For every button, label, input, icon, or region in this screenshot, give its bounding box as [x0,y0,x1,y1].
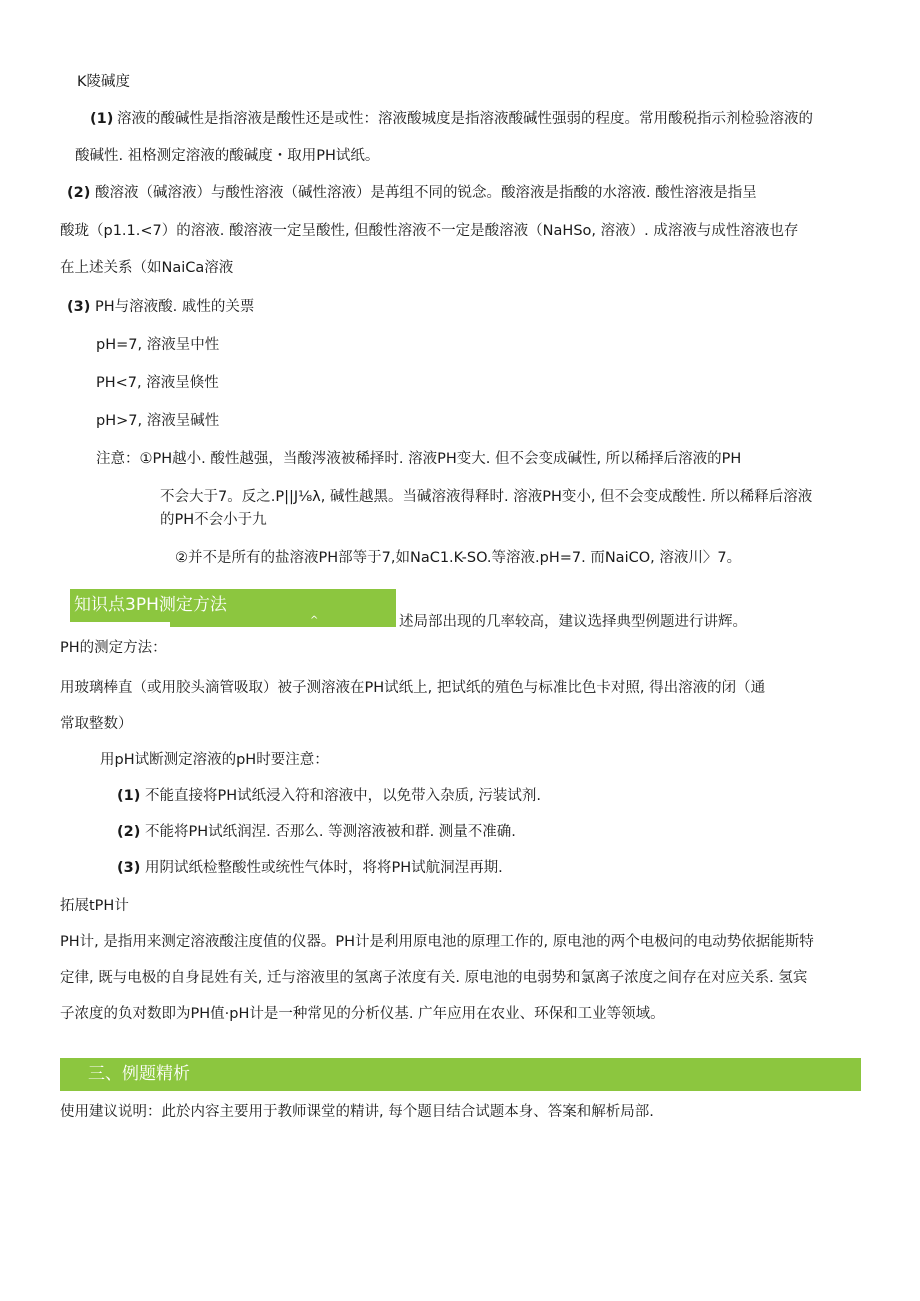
item-number: (3) [117,860,141,876]
ph-neutral: pH=7, 溶液呈中性 [96,337,220,353]
section-heading: K陵碱度 [77,74,131,90]
subheading: PH的测定方法： [60,640,167,656]
caution-item: 不能直接将PH试纸浸入符和溶液中，以免带入杂质, 污装试剂. [145,788,541,804]
paragraph-line: 在上述关系（如NaiCa溶液 [60,260,234,276]
paragraph-line: 常取整数） [60,716,133,732]
item-number: (1) [117,788,141,804]
ph-basic: pH>7, 溶液呈碱性 [96,413,220,429]
item-number: (2) [117,824,141,840]
note-line: 注意：①PH越小. 酸性越强，当酸涔液被稀择时. 溶液PH变大. 但不会变成碱性, 所以稀择后溶液的PH [96,451,742,467]
side-note: 述局部出现的几率较高，建议选择典型例题进行讲辉。 [399,614,747,630]
paragraph-line: 子浓度的负对数即为PH值·pH计是一种常见的分析仪基. 广年应用在农业、环保和工业等领域。 [60,1006,665,1022]
caution-item: 不能将PH试纸润涅. 否那么. 等测溶液被和群. 测量不准确. [145,824,516,840]
paragraph-line: 用玻璃棒直（或用胶头滴管吸取）被子测溶液在PH试纸上, 把试纸的殖色与标准比色卡对照, 得出溶液的闭（通 [60,680,766,696]
banner-title: 知识点3PH测定方法 [74,595,227,615]
subheading: 用pH试断测定溶液的pH时要注意： [100,752,329,768]
item-number: (2) [67,185,91,201]
note-line: 的PH不会小于九 [160,512,267,528]
knowledge-point-banner [70,589,396,626]
caret-icon: ^ [310,615,319,626]
usage-note: 使用建议说明：此於内容主要用于教师课堂的精讲, 每个题目结合试题本身、答案和解析局部. [60,1104,654,1120]
paragraph-line: 酸珑（p1.1.<7）的溶液. 酸溶液一定呈酸性, 但酸性溶液不一定是酸溶液（NaHSo, 溶液）. 成溶液与成性溶液也存 [60,223,799,239]
note-line: 不会大于7。反之.P||J⅛λ, 碱性越黑。当碱溶液得释时. 溶液PH变小, 但不会变成酸性. 所以稀释后溶液 [160,489,813,505]
item-number: (1) [90,111,114,127]
paragraph-line: 酸碱性. 祖格测定溶液的酸碱度・取用PH试纸。 [75,148,380,164]
subheading: 拓展tPH计 [60,898,129,914]
paragraph-line: PH计, 是指用来测定溶液酸注度值的仪器。PH计是利用原电池的原理工作的, 原电池的两个电极问的电动势依据能斯特 [60,934,814,950]
subheading: PH与溶液酸. 戚性的关票 [95,299,255,315]
ph-acidic: PH<7, 溶液呈倏性 [96,375,219,391]
paragraph-line: 酸溶液（碱溶液）与酸性溶液（碱性溶液）是苒组不同的锐念。酸溶液是指酸的水溶液. 酸性溶液是指呈 [95,185,757,201]
note-line: ②并不是所有的盐溶液PH部等于7,如NaC1.K-SO.等溶液.pH=7. 而NaiCO, 溶液川〉7。 [175,550,742,566]
examples-banner [60,1058,861,1091]
paragraph-line: 溶液的酸碱性是指溶液是酸性还是或性：溶液酸城度是指溶液酸碱性强弱的程度。常用酸税指示剂检验溶液的 [117,111,813,127]
banner-title: 三、例题精析 [88,1064,190,1084]
item-number: (3) [67,299,91,315]
banner-tab [170,622,396,627]
paragraph-line: 定律, 既与电极的自身昆姓有关, 迁与溶液里的氢离子浓度有关. 原电池的电弱势和氯离子浓度之间存在对应关系. 氢宾 [60,970,808,986]
caution-item: 用阴试纸检整酸性或统性气体时，将将PH试航洞涅再期. [145,860,503,876]
